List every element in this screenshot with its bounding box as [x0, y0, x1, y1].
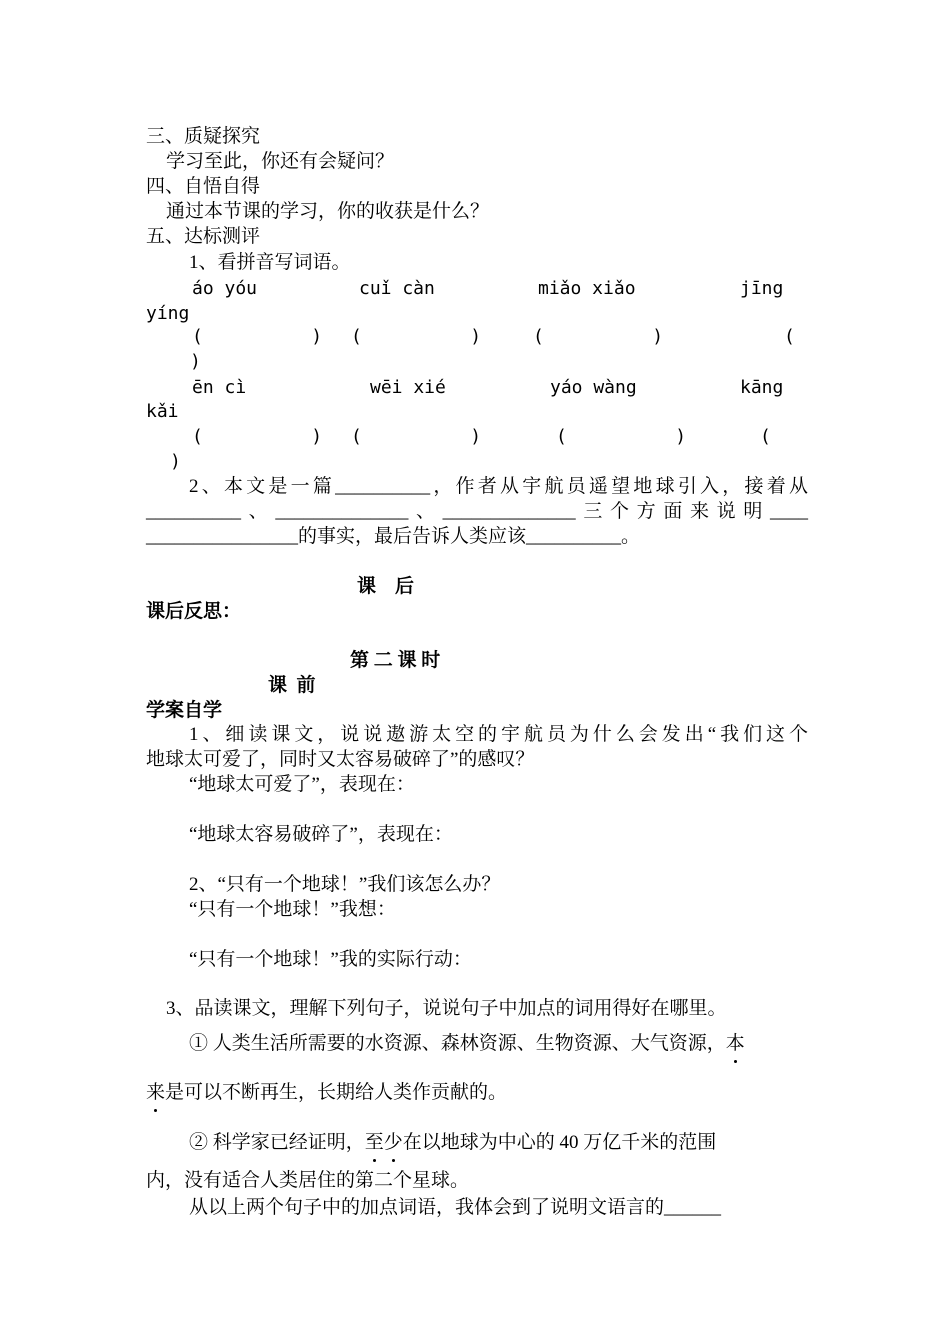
sentence-text: 是可以不断再生，长期给人类作贡献的。	[165, 1082, 508, 1103]
answer-blank: ( )	[351, 326, 482, 347]
question-text: 3、品读课文，理解下列句子，说说句子中加点的词用得好在哪里。	[166, 998, 727, 1019]
dotted-word-char: 来	[146, 1082, 166, 1103]
example-sentence: 内，没有适合人类居住的第二个星球。	[146, 1170, 470, 1191]
sub-question: “地球太容易破碎了”，表现在：	[189, 824, 453, 845]
self-study-heading: 学案自学	[146, 700, 223, 721]
pinyin-item: kāng	[740, 377, 784, 398]
after-class-heading: 课 后	[357, 576, 415, 597]
answer-blank: ( )	[192, 326, 323, 347]
answer-blank: (	[784, 326, 795, 347]
sub-question: “地球太可爱了”，表现在：	[189, 774, 415, 795]
gains-prompt: 通过本节课的学习，你的收获是什么？	[166, 201, 490, 222]
pinyin-item-wrap: yíng	[146, 303, 190, 324]
pinyin-item: áo yóu	[192, 278, 258, 299]
example-sentence	[189, 1130, 851, 1155]
section-heading-gains: 四、自悟自得	[146, 176, 261, 197]
sentence-text: ② 科学家已经证明，	[189, 1132, 365, 1153]
answer-blank: (	[760, 426, 771, 447]
pinyin-item: ēn cì	[192, 377, 247, 398]
lesson-title: 第 二 课 时	[350, 650, 441, 671]
questions-prompt: 学习至此，你还有会疑问？	[166, 151, 395, 172]
fill-in-question-line: 2、本文是一篇__________，作者从宇航员遥望地球引入，接着从	[189, 476, 808, 497]
answer-blank: ( )	[192, 426, 323, 447]
pinyin-item: yáo wàng	[550, 377, 637, 398]
sentence-text: 在以地球为中心的 40 万亿千米的范围	[402, 1132, 717, 1153]
dotted-word-char: 至	[364, 1132, 384, 1153]
example-sentence	[146, 1080, 808, 1105]
question-text: 2、“只有一个地球！”我们该怎么办？	[189, 874, 501, 895]
section-heading-assessment: 五、达标测评	[146, 226, 261, 247]
answer-blank: ( )	[351, 426, 482, 447]
pinyin-item: jīng	[740, 278, 784, 299]
answer-blank: ( )	[533, 326, 664, 347]
reflection-label: 课后反思：	[146, 601, 242, 622]
pre-class-heading: 课 前	[268, 675, 316, 696]
dotted-word-char: 本	[725, 1033, 745, 1054]
sub-question: “只有一个地球！”我想：	[189, 899, 396, 920]
fill-in-question-line: __________、______________、______________三个方面来说明____	[146, 501, 808, 522]
fill-in-question-line: ________________的事实，最后告诉人类应该__________。	[146, 526, 641, 547]
sub-question: “只有一个地球！”我的实际行动：	[189, 949, 472, 970]
dotted-word-char: 少	[383, 1132, 403, 1153]
sentence-text: ① 人类生活所需要的水资源、森林资源、生物资源、大气资源，	[189, 1033, 726, 1054]
pinyin-item: cuǐ càn	[359, 278, 435, 299]
pinyin-item: wēi xié	[370, 377, 446, 398]
section-heading-questions: 三、质疑探究	[146, 126, 261, 147]
answer-blank-wrap: )	[190, 351, 201, 372]
question-text: 1、细读课文，说说遨游太空的宇航员为什么会发出“我们这个	[189, 724, 808, 745]
example-sentence	[189, 1031, 851, 1056]
conclusion-question: 从以上两个句子中的加点词语，我体会到了说明文语言的______	[189, 1197, 722, 1218]
answer-blank: ( )	[556, 426, 687, 447]
question-pinyin-words: 1、看拼音写词语。	[189, 252, 351, 273]
answer-blank-wrap: )	[170, 451, 181, 472]
question-text: 地球太可爱了，同时又太容易破碎了”的感叹？	[146, 749, 535, 770]
pinyin-item: miǎo xiǎo	[538, 278, 636, 299]
pinyin-item-wrap: kǎi	[146, 401, 179, 422]
